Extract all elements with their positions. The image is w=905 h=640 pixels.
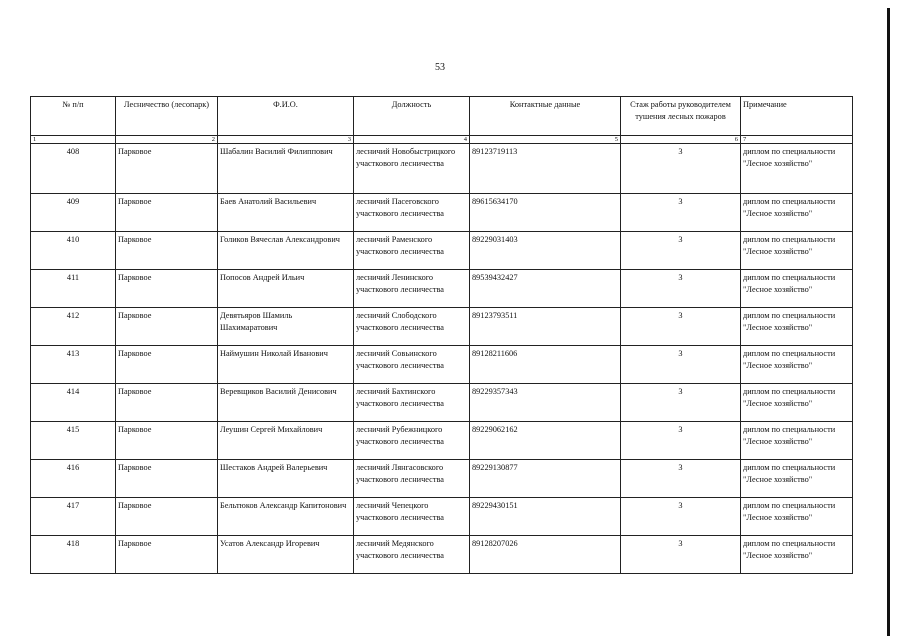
table-row [31, 422, 853, 460]
position-cell: лесничий Совьинского участкового лесничества [354, 346, 470, 384]
contact-cell: 89128211606 [470, 346, 621, 384]
experience-cell: 3 [621, 422, 741, 460]
row-number: 418 [31, 536, 116, 574]
row-number: 410 [31, 232, 116, 270]
row-number: 412 [31, 308, 116, 346]
note-cell: диплом по специальности "Лесное хозяйство" [741, 270, 853, 308]
note-cell: диплом по специальности "Лесное хозяйство" [741, 422, 853, 460]
contact-cell: 89229130877 [470, 460, 621, 498]
experience-cell: 3 [621, 194, 741, 232]
name-cell: Баев Анатолий Васильевич [218, 194, 354, 232]
experience-cell: 3 [621, 308, 741, 346]
column-number: 1 [31, 136, 116, 144]
forestry-cell: Парковое [116, 384, 218, 422]
contact-cell: 89123793511 [470, 308, 621, 346]
forestry-cell: Парковое [116, 536, 218, 574]
row-number: 411 [31, 270, 116, 308]
column-number: 3 [218, 136, 354, 144]
name-cell: Голиков Вячеслав Александрович [218, 232, 354, 270]
forestry-cell: Парковое [116, 194, 218, 232]
header-experience: Стаж работы руководителем тушения лесных пожаров [621, 97, 741, 136]
experience-cell: 3 [621, 232, 741, 270]
position-cell: лесничий Новобыстрицкого участкового лесничества [354, 144, 470, 194]
contact-cell: 89123719113 [470, 144, 621, 194]
row-number: 414 [31, 384, 116, 422]
header-num: № п/п [31, 97, 116, 136]
name-cell: Шабалин Василий Филиппович [218, 144, 354, 194]
forestry-cell: Парковое [116, 270, 218, 308]
contact-cell: 89539432427 [470, 270, 621, 308]
header-note: Примечание [741, 97, 853, 136]
column-number: 4 [354, 136, 470, 144]
contact-cell: 89128207026 [470, 536, 621, 574]
header-row [31, 97, 853, 136]
position-cell: лесничий Лянгасовского участкового лесничества [354, 460, 470, 498]
experience-cell: 3 [621, 384, 741, 422]
column-number: 2 [116, 136, 218, 144]
position-cell: лесничий Рубежницкого участкового лесничества [354, 422, 470, 460]
note-cell: диплом по специальности "Лесное хозяйство" [741, 536, 853, 574]
header-forestry: Лесничество (лесопарк) [116, 97, 218, 136]
column-number: 7 [741, 136, 853, 144]
contact-cell: 89229031403 [470, 232, 621, 270]
name-cell: Попосов Андрей Ильич [218, 270, 354, 308]
forestry-cell: Парковое [116, 144, 218, 194]
forestry-cell: Парковое [116, 460, 218, 498]
experience-cell: 3 [621, 270, 741, 308]
position-cell: лесничий Пасеговского участкового лесничества [354, 194, 470, 232]
position-cell: лесничий Медянского участкового лесничества [354, 536, 470, 574]
table-row [31, 308, 853, 346]
experience-cell: 3 [621, 498, 741, 536]
note-cell: диплом по специальности "Лесное хозяйство" [741, 144, 853, 194]
experience-cell: 3 [621, 460, 741, 498]
table-row [31, 536, 853, 574]
row-number: 416 [31, 460, 116, 498]
table-row [31, 498, 853, 536]
header-position: Должность [354, 97, 470, 136]
contact-cell: 89229430151 [470, 498, 621, 536]
forestry-cell: Парковое [116, 308, 218, 346]
note-cell: диплом по специальности "Лесное хозяйство" [741, 346, 853, 384]
header-name: Ф.И.О. [218, 97, 354, 136]
name-cell: Бельтюков Александр Капитонович [218, 498, 354, 536]
note-cell: диплом по специальности "Лесное хозяйство" [741, 460, 853, 498]
note-cell: диплом по специальности "Лесное хозяйство" [741, 232, 853, 270]
forestry-cell: Парковое [116, 498, 218, 536]
position-cell: лесничий Чепецкого участкового лесничества [354, 498, 470, 536]
experience-cell: 3 [621, 144, 741, 194]
position-cell: лесничий Слободского участкового лесничества [354, 308, 470, 346]
note-cell: диплом по специальности "Лесное хозяйство" [741, 384, 853, 422]
experience-cell: 3 [621, 536, 741, 574]
table-row [31, 346, 853, 384]
contact-cell: 89615634170 [470, 194, 621, 232]
contact-cell: 89229062162 [470, 422, 621, 460]
row-number: 413 [31, 346, 116, 384]
page-number: 53 [435, 62, 445, 73]
name-cell: Наймушин Николай Иванович [218, 346, 354, 384]
name-cell: Усатов Александр Игоревич [218, 536, 354, 574]
table-body [31, 144, 853, 574]
staff-table [30, 96, 853, 574]
header-contact: Контактные данные [470, 97, 621, 136]
page-edge-bar [887, 8, 890, 636]
position-cell: лесничий Ленинского участкового лесничества [354, 270, 470, 308]
table-row [31, 194, 853, 232]
name-cell: Леушин Сергей Михайлович [218, 422, 354, 460]
note-cell: диплом по специальности "Лесное хозяйство" [741, 194, 853, 232]
forestry-cell: Парковое [116, 422, 218, 460]
name-cell: Девятьяров Шамиль Шахимаратович [218, 308, 354, 346]
table-row [31, 384, 853, 422]
name-cell: Веревщиков Василий Денисович [218, 384, 354, 422]
table-row [31, 460, 853, 498]
column-number: 5 [470, 136, 621, 144]
contact-cell: 89229357343 [470, 384, 621, 422]
position-cell: лесничий Бахтинского участкового лесничества [354, 384, 470, 422]
row-number: 409 [31, 194, 116, 232]
row-number: 408 [31, 144, 116, 194]
note-cell: диплом по специальности "Лесное хозяйство" [741, 308, 853, 346]
name-cell: Шестаков Андрей Валерьевич [218, 460, 354, 498]
column-number: 6 [621, 136, 741, 144]
table-row [31, 270, 853, 308]
position-cell: лесничий Раменского участкового лесничества [354, 232, 470, 270]
table-row [31, 232, 853, 270]
experience-cell: 3 [621, 346, 741, 384]
forestry-cell: Парковое [116, 346, 218, 384]
row-number: 417 [31, 498, 116, 536]
row-number: 415 [31, 422, 116, 460]
column-number-row [31, 136, 853, 144]
forestry-cell: Парковое [116, 232, 218, 270]
note-cell: диплом по специальности "Лесное хозяйство" [741, 498, 853, 536]
table-row [31, 144, 853, 194]
